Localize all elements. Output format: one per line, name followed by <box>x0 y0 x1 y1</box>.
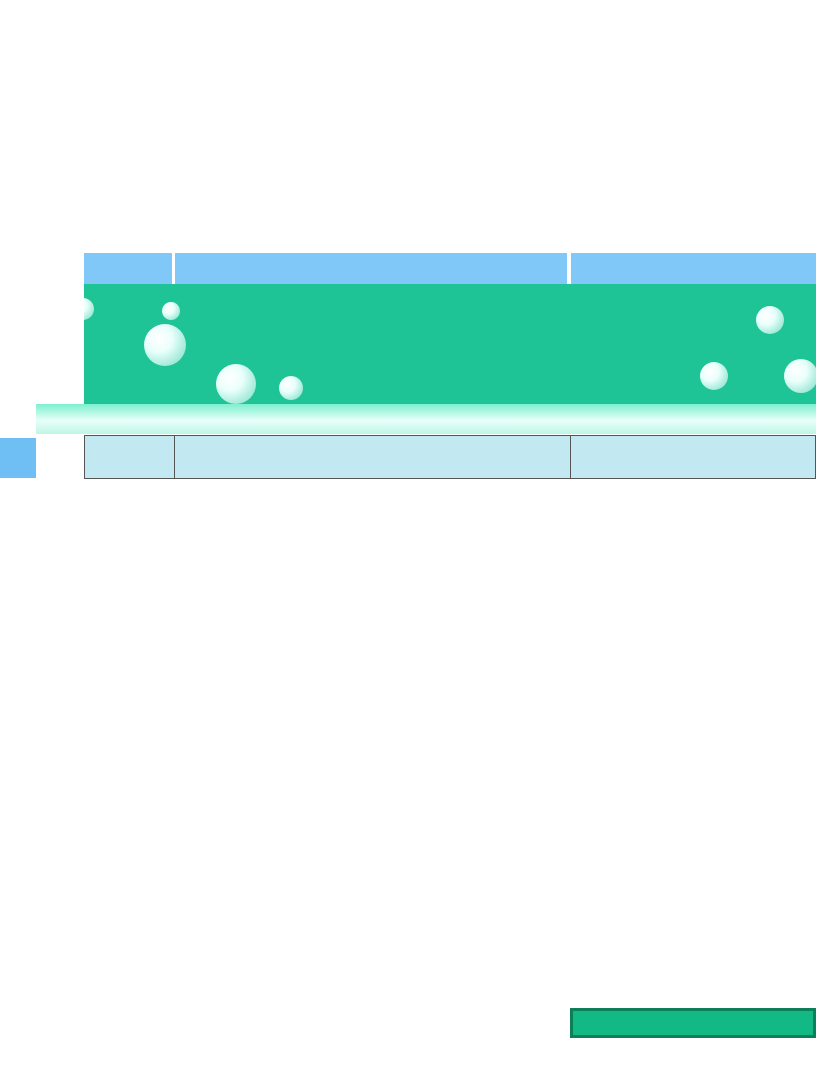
column-header-a[interactable] <box>84 253 172 284</box>
column-header-c[interactable] <box>571 253 816 284</box>
header-cell-name[interactable] <box>174 435 571 479</box>
winner-label <box>174 1008 562 1038</box>
title-banner <box>84 284 816 404</box>
side-tab <box>0 438 36 478</box>
column-header-b[interactable] <box>175 253 567 284</box>
header-cell-number[interactable] <box>84 435 175 479</box>
winner-cell[interactable] <box>570 1008 816 1038</box>
header-cell-score[interactable] <box>570 435 816 479</box>
banner-strip <box>36 404 816 434</box>
